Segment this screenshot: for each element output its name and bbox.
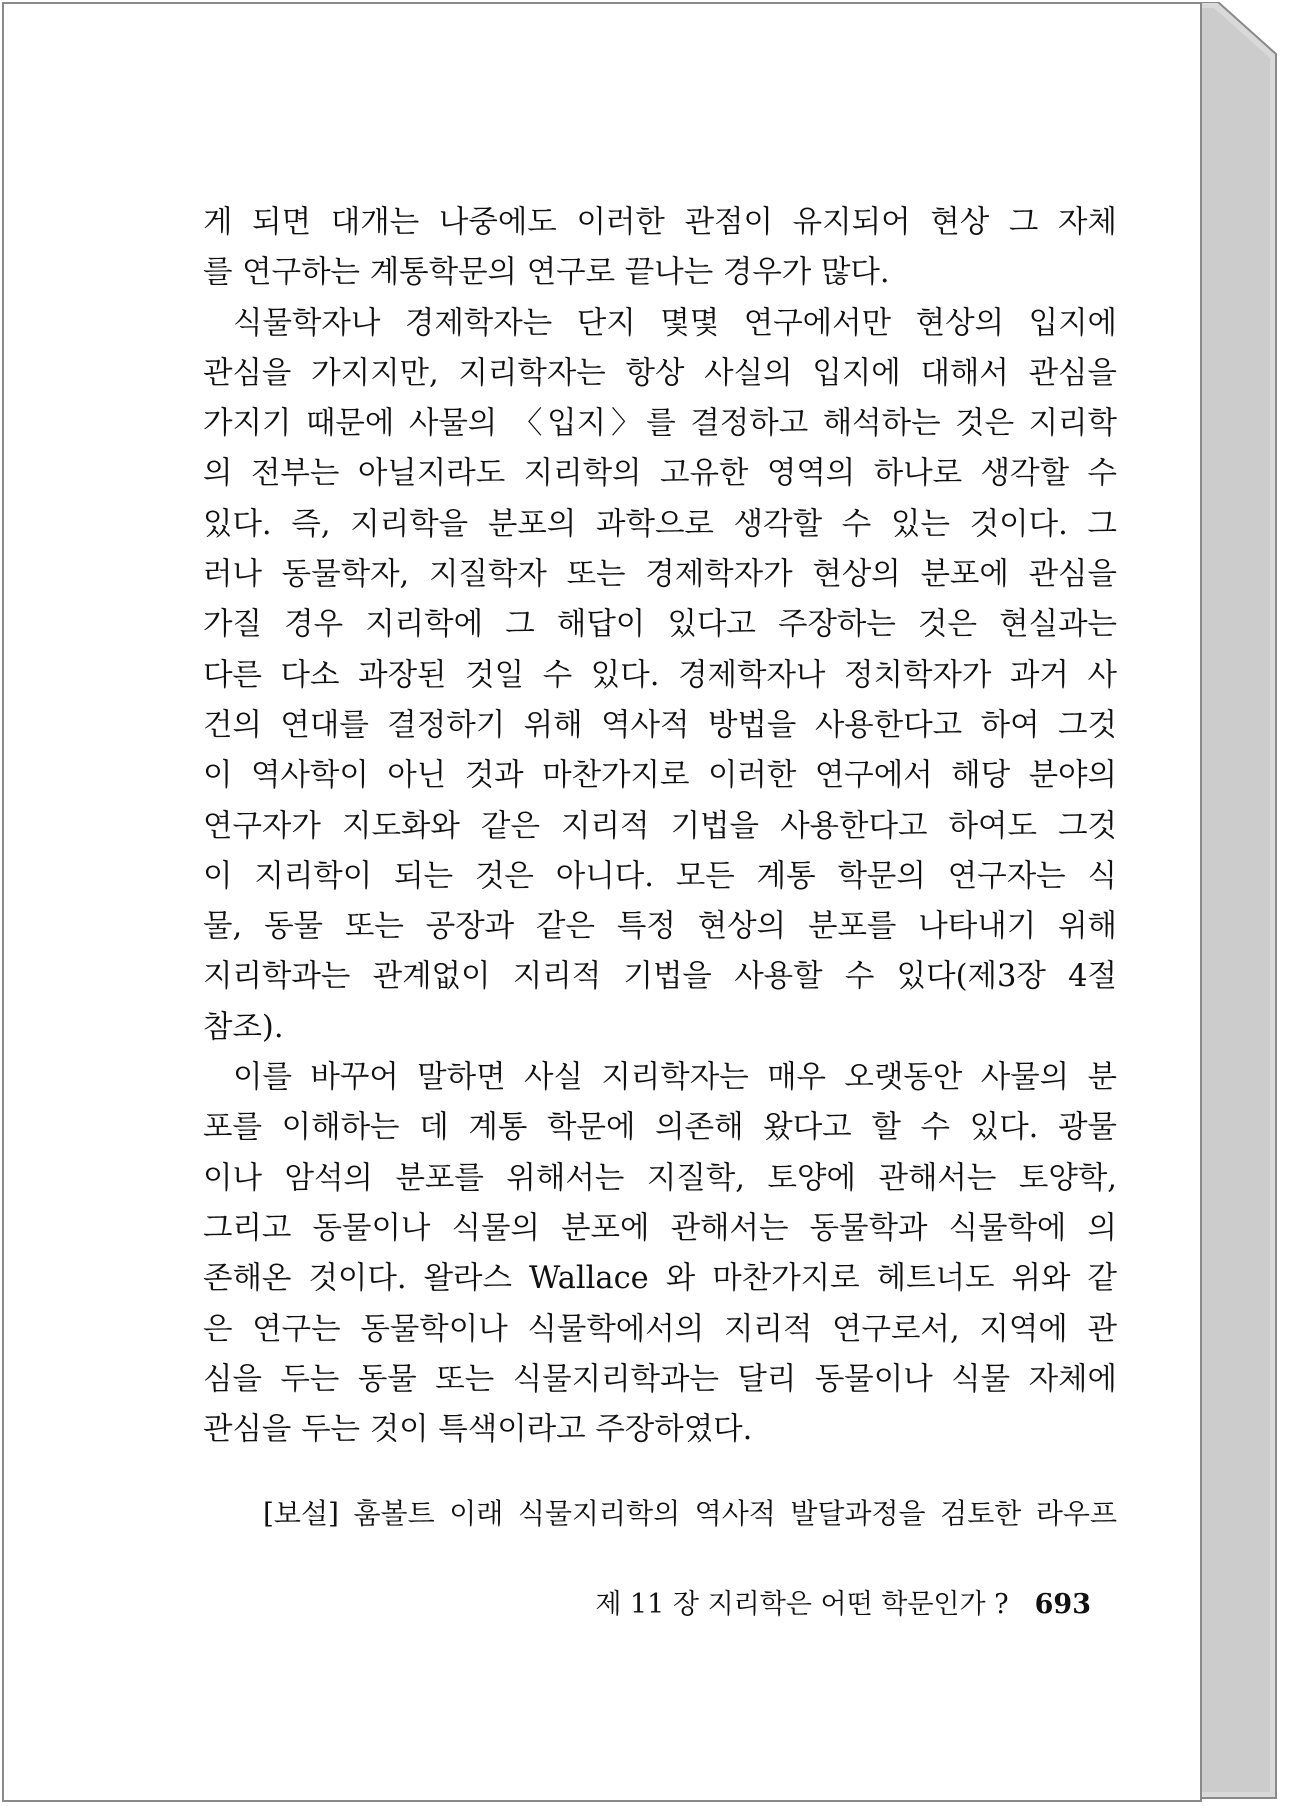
text-line: 관심을 두는 것이 특색이라고 주장하였다. <box>203 1412 753 1448</box>
page-number: 693 <box>1034 1589 1091 1620</box>
text-line: 가질 경우 지리학에 그 해답이 있다고 주장하는 것은 현실과는 <box>203 607 1117 643</box>
text-line: 포를 이해하는 데 계통 학문에 의존해 왔다고 할 수 있다. 광물 <box>203 1110 1117 1146</box>
text-line: 건의 연대를 결정하기 위해 역사적 방법을 사용한다고 하여 그것 <box>203 707 1117 743</box>
text-line: 를 연구하는 계통학문의 연구로 끝나는 경우가 많다. <box>203 255 890 291</box>
text-line: 이 지리학이 되는 것은 아니다. 모든 계통 학문의 연구자는 식 <box>203 858 1117 894</box>
text-line: 러나 동물학자, 지질학자 또는 경제학자가 현상의 분포에 관심을 <box>203 557 1117 593</box>
text-line: 이나 암석의 분포를 위해서는 지질학, 토양에 관해서는 토양학, <box>203 1160 1117 1196</box>
text-line: 의 전부는 아닐지라도 지리학의 고유한 영역의 하나로 생각할 수 <box>203 456 1117 492</box>
book-page-edge <box>1198 2 1278 1802</box>
text-line: 식물학자나 경제학자는 단지 몇몇 연구에서만 현상의 입지에 <box>233 305 1117 341</box>
text-line: 다른 다소 과장된 것일 수 있다. 경제학자나 정치학자가 과거 사 <box>203 657 1117 693</box>
text-line: 연구자가 지도화와 같은 지리적 기법을 사용한다고 하여도 그것 <box>203 808 1117 844</box>
text-line: 게 되면 대개는 나중에도 이러한 관점이 유지되어 현상 그 자체 <box>203 205 1117 240</box>
supplementary-note: [보설] 훔볼트 이래 식물지리학의 역사적 발달과정을 검토한 라우프 <box>263 1497 1117 1530</box>
running-footer <box>595 1580 1091 1630</box>
text-line: 관심을 가지지만, 지리학자는 항상 사실의 입지에 대해서 관심을 <box>203 355 1117 391</box>
text-line: 그리고 동물이나 식물의 분포에 관해서는 동물학과 식물학에 의 <box>203 1210 1117 1246</box>
text-line: 이 역사학이 아닌 것과 마찬가지로 이러한 연구에서 해당 분야의 <box>203 758 1117 794</box>
body-text <box>203 198 1117 1455</box>
text-line: 참조). <box>203 1009 284 1045</box>
text-line: 있다. 즉, 지리학을 분포의 과학으로 생각할 수 있는 것이다. 그 <box>203 506 1117 542</box>
text-line: 지리학과는 관계없이 지리적 기법을 사용할 수 있다(제3장 4절 <box>203 959 1117 995</box>
text-line: 심을 두는 동물 또는 식물지리학과는 달리 동물이나 식물 자체에 <box>203 1361 1117 1397</box>
text-line: 가지기 때문에 사물의 〈입지〉를 결정하고 해석하는 것은 지리학 <box>203 406 1117 442</box>
chapter-title: 제 11 장 지리학은 어떤 학문인가 ? <box>595 1589 1009 1620</box>
text-line: 이를 바꾸어 말하면 사실 지리학자는 매우 오랫동안 사물의 분 <box>233 1060 1117 1096</box>
text-line: 물, 동물 또는 공장과 같은 특정 현상의 분포를 나타내기 위해 <box>203 909 1117 945</box>
text-line: 존해온 것이다. 왈라스 Wallace 와 마찬가지로 헤트너도 위와 같 <box>203 1261 1117 1297</box>
text-line: 은 연구는 동물학이나 식물학에서의 지리적 연구로서, 지역에 관 <box>203 1311 1117 1347</box>
